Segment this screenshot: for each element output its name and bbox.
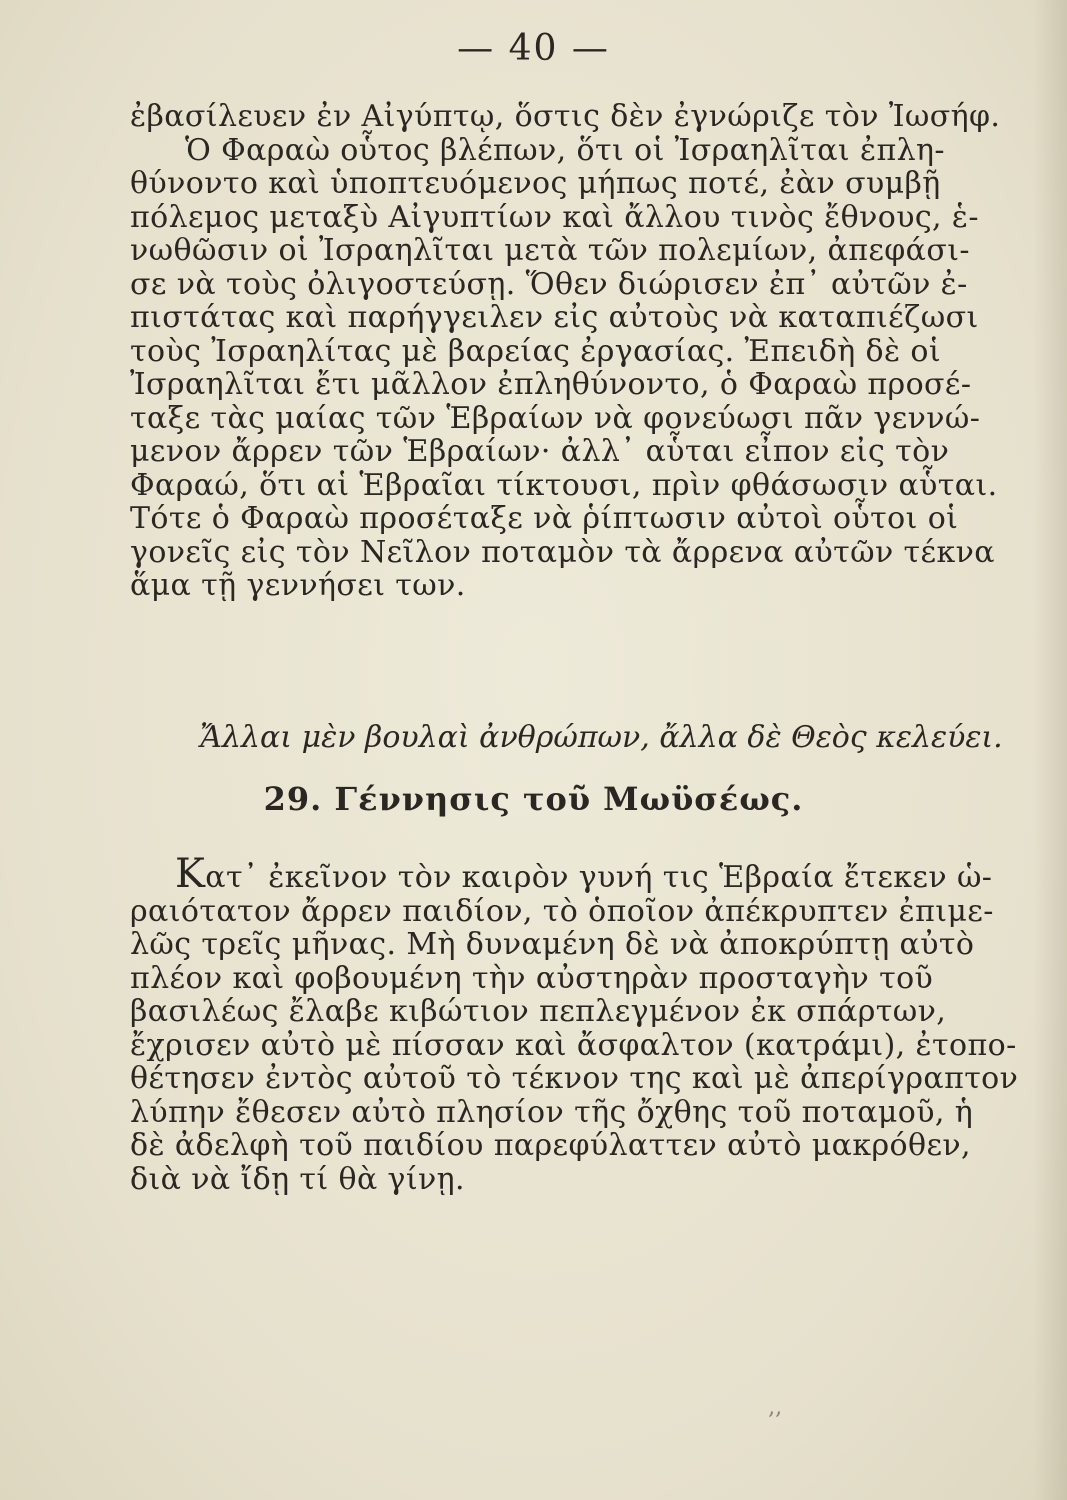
text-line: Ὁ Φαραὼ οὗτος βλέπων, ὅτι οἱ Ἰσραηλῖται ἐπλη-: [185, 132, 945, 168]
text-line: πιστάτας καὶ παρήγγειλεν εἰς αὐτοὺς νὰ καταπιέζωσι: [130, 300, 979, 335]
text-line: Τότε ὁ Φαραὼ προσέταξε νὰ ῥίπτωσιν αὐτοὶ οὗτοι οἱ: [130, 501, 959, 536]
proverb-quote: Ἄλλαι μὲν βουλαὶ ἀνθρώπων, ἄλλα δὲ Θεὸς κελεύει.: [200, 720, 1003, 755]
text-line: λύπην ἔθεσεν αὐτὸ πλησίον τῆς ὄχθης τοῦ ποταμοῦ, ἡ: [130, 1094, 974, 1130]
text-line: τοὺς Ἰσραηλίτας μὲ βαρείας ἐργασίας. Ἐπειδὴ δὲ οἱ: [130, 333, 942, 369]
text-line: πόλεμος μεταξὺ Αἰγυπτίων καὶ ἄλλου τινὸς ἔθνους, ἑ-: [130, 199, 979, 235]
text-line: θύνοντο καὶ ὑποπτευόμενος μήπως ποτέ, ἐὰν συμβῇ: [130, 166, 941, 201]
text-line: ταξε τὰς μαίας τῶν Ἑβραίων νὰ φονεύωσι πᾶν γεννώ-: [130, 400, 981, 436]
text-line: δὲ ἀδελφὴ τοῦ παιδίου παρεφύλαττεν αὐτὸ μακρόθεν,: [130, 1128, 971, 1163]
text-line: μενον ἄρρεν τῶν Ἑβραίων· ἀλλ᾽ αὗται εἶπον εἰς τὸν: [130, 434, 950, 469]
text-line-first: [130, 851, 993, 897]
text-line: θέτησεν ἐντὸς αὐτοῦ τὸ τέκνον της καὶ μὲ ἀπερίγραπτον: [130, 1061, 1019, 1096]
text-line: Φαραώ, ὅτι αἱ Ἑβραῖαι τίκτουσι, πρὶν φθάσωσιν αὗται.: [130, 467, 998, 503]
text-line: γονεῖς εἰς τὸν Νεῖλον ποταμὸν τὰ ἄρρενα αὐτῶν τέκνα: [130, 534, 995, 570]
initial-letter: Κ: [175, 851, 206, 897]
text-line-rest: ατ᾽ ἐκεῖνον τὸν καιρὸν γυνή τις Ἑβραία ἔτεκεν ὡ-: [205, 860, 993, 895]
section-heading: 29. Γέννησις τοῦ Μωϋσέως.: [263, 780, 804, 818]
text-line: νωθῶσιν οἱ Ἰσραηλῖται μετὰ τῶν πολεμίων, ἀπεφάσι-: [130, 233, 970, 268]
text-line: ραιότατον ἄρρεν παιδίον, τὸ ὁποῖον ἀπέκρυπτεν ἐπιμε-: [130, 893, 994, 929]
text-line: διὰ νὰ ἴδῃ τί θὰ γίνῃ.: [130, 1161, 465, 1197]
page-number: — 40 —: [457, 28, 610, 69]
text-line: ἅμα τῇ γεννήσει των.: [130, 568, 466, 603]
page-edge-shadow: [1033, 0, 1067, 1500]
paragraph-1: [130, 99, 1001, 603]
text-line: πλέον καὶ φοβουμένη τὴν αὐστηρὰν προσταγὴν τοῦ: [130, 960, 934, 996]
text-line: Ἰσραηλῖται ἔτι μᾶλλον ἐπληθύνοντο, ὁ Φαραὼ προσέ-: [130, 367, 972, 402]
text-line: βασιλέως ἔλαβε κιβώτιον πεπλεγμένον ἐκ σπάρτων,: [130, 994, 947, 1029]
text-line: λῶς τρεῖς μῆνας. Μὴ δυναμένη δὲ νὰ ἀποκρύπτῃ αὐτὸ: [130, 927, 975, 962]
text-line: ἔχρισεν αὐτὸ μὲ πίσσαν καὶ ἄσφαλτον (κατράμι), ἐτοπο-: [130, 1027, 1017, 1063]
text-line: ἐβασίλευεν ἐν Αἰγύπτῳ, ὅστις δὲν ἐγνώριζε τὸν Ἰωσήφ.: [130, 99, 1001, 134]
paragraph-2: [130, 851, 1019, 1197]
margin-mark: ‚‚: [768, 1395, 782, 1420]
text-line: σε νὰ τοὺς ὀλιγοστεύσῃ. Ὅθεν διώρισεν ἐπ᾽ αὐτῶν ἐ-: [130, 266, 968, 302]
